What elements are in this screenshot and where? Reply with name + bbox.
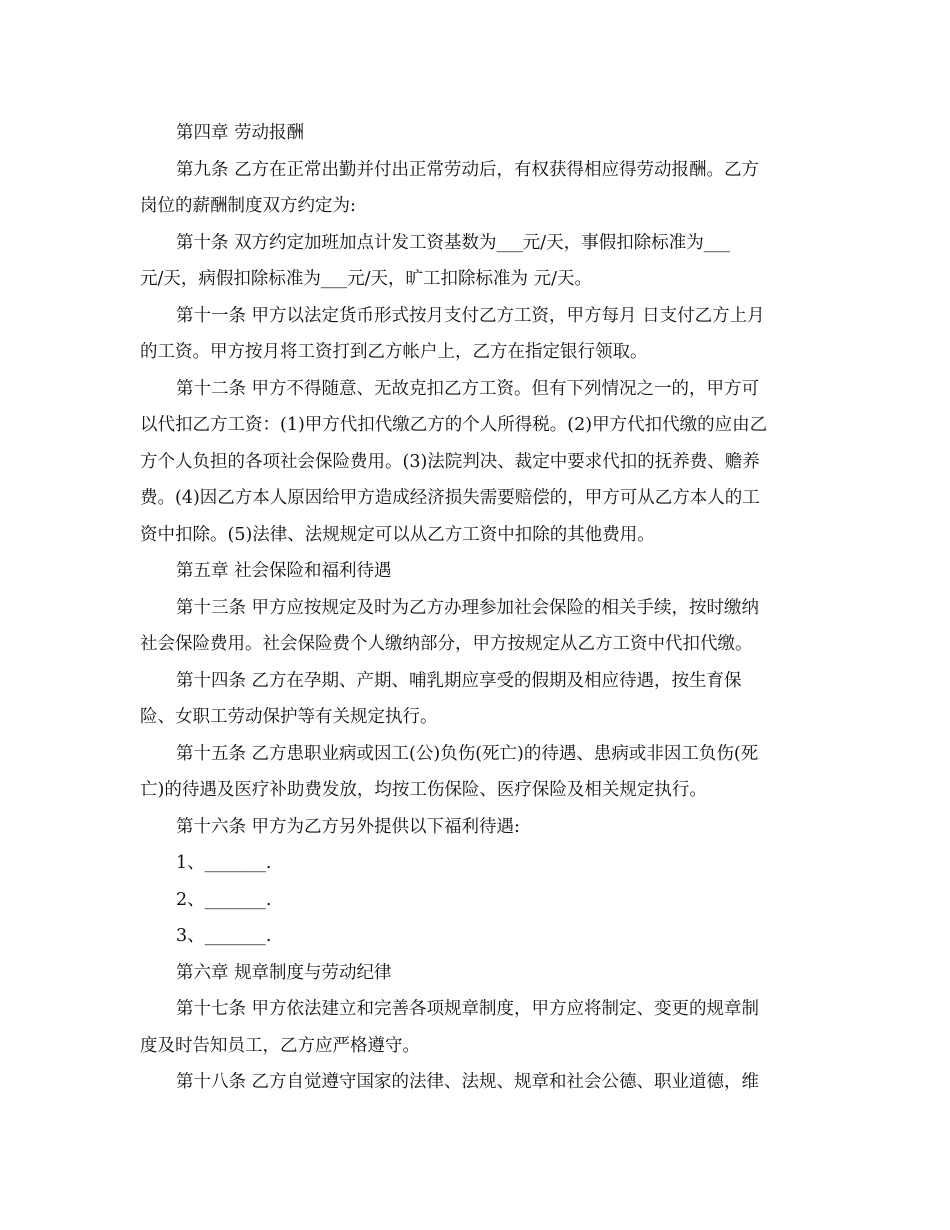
document-page	[140, 115, 800, 1101]
paragraph-line: 以代扣乙方工资：(1)甲方代扣代缴乙方的个人所得税。(2)甲方代扣代缴的应由乙	[140, 415, 768, 435]
paragraph-line: 第十八条 乙方自觉遵守国家的法律、法规、规章和社会公德、职业道德，维	[176, 1072, 760, 1092]
paragraph-line: 元/天，病假扣除标准为___元/天，旷工扣除标准为 元/天。	[140, 269, 592, 289]
paragraph-line: 第十一条 甲方以法定货币形式按月支付乙方工资，甲方每月 日支付乙方上月	[176, 305, 765, 326]
list-item: 2、_______.	[176, 889, 272, 910]
paragraph-line: 岗位的薪酬制度双方约定为:	[140, 196, 356, 216]
paragraph-line: 费。(4)因乙方本人原因给甲方造成经济损失需要赔偿的，甲方可从乙方本人的工	[140, 488, 760, 508]
paragraph-line: 第九条 乙方在正常出勤并付出正常劳动后，有权获得相应得劳动报酬。乙方	[176, 159, 760, 180]
list-item: 1、_______.	[176, 853, 272, 873]
paragraph-line: 第十二条 甲方不得随意、无故克扣乙方工资。但有下列情况之一的，甲方可	[176, 378, 760, 399]
paragraph-line: 第十条 双方约定加班加点计发工资基数为___元/天，事假扣除标准为___	[176, 232, 730, 253]
chapter-heading: 第五章 社会保险和福利待遇	[176, 561, 392, 581]
paragraph-line: 度及时告知员工，乙方应严格遵守。	[140, 1035, 420, 1056]
paragraph-line: 亡)的待遇及医疗补助费发放，均按工伤保险、医疗保险及相关规定执行。	[140, 780, 707, 800]
paragraph-line: 第十五条 乙方患职业病或因工(公)负伤(死亡)的待遇、患病或非因工负伤(死	[176, 743, 759, 764]
paragraph-line: 第十七条 甲方依法建立和完善各项规章制度，甲方应将制定、变更的规章制	[176, 999, 760, 1019]
paragraph-line: 的工资。甲方按月将工资打到乙方帐户上，乙方在指定银行领取。	[140, 342, 648, 362]
chapter-heading: 第六章 规章制度与劳动纪律	[176, 962, 392, 983]
paragraph-line: 资中扣除。(5)法律、法规规定可以从乙方工资中扣除的其他费用。	[140, 524, 655, 545]
chapter-heading: 第四章 劳动报酬	[176, 123, 305, 143]
paragraph-line: 第十三条 甲方应按规定及时为乙方办理参加社会保险的相关手续，按时缴纳	[176, 597, 760, 618]
paragraph-line: 险、女职工劳动保护等有关规定执行。	[140, 707, 438, 727]
list-item: 3、_______.	[176, 926, 272, 946]
paragraph-line: 第十六条 甲方为乙方另外提供以下福利待遇:	[176, 816, 520, 837]
paragraph-line: 社会保险费用。社会保险费个人缴纳部分，甲方按规定从乙方工资中代扣代缴。	[140, 634, 753, 654]
paragraph-line: 第十四条 乙方在孕期、产期、哺乳期应享受的假期及相应待遇，按生育保	[176, 670, 742, 691]
paragraph-line: 方个人负担的各项社会保险费用。(3)法院判决、裁定中要求代扣的抚养费、赡养	[140, 451, 760, 472]
